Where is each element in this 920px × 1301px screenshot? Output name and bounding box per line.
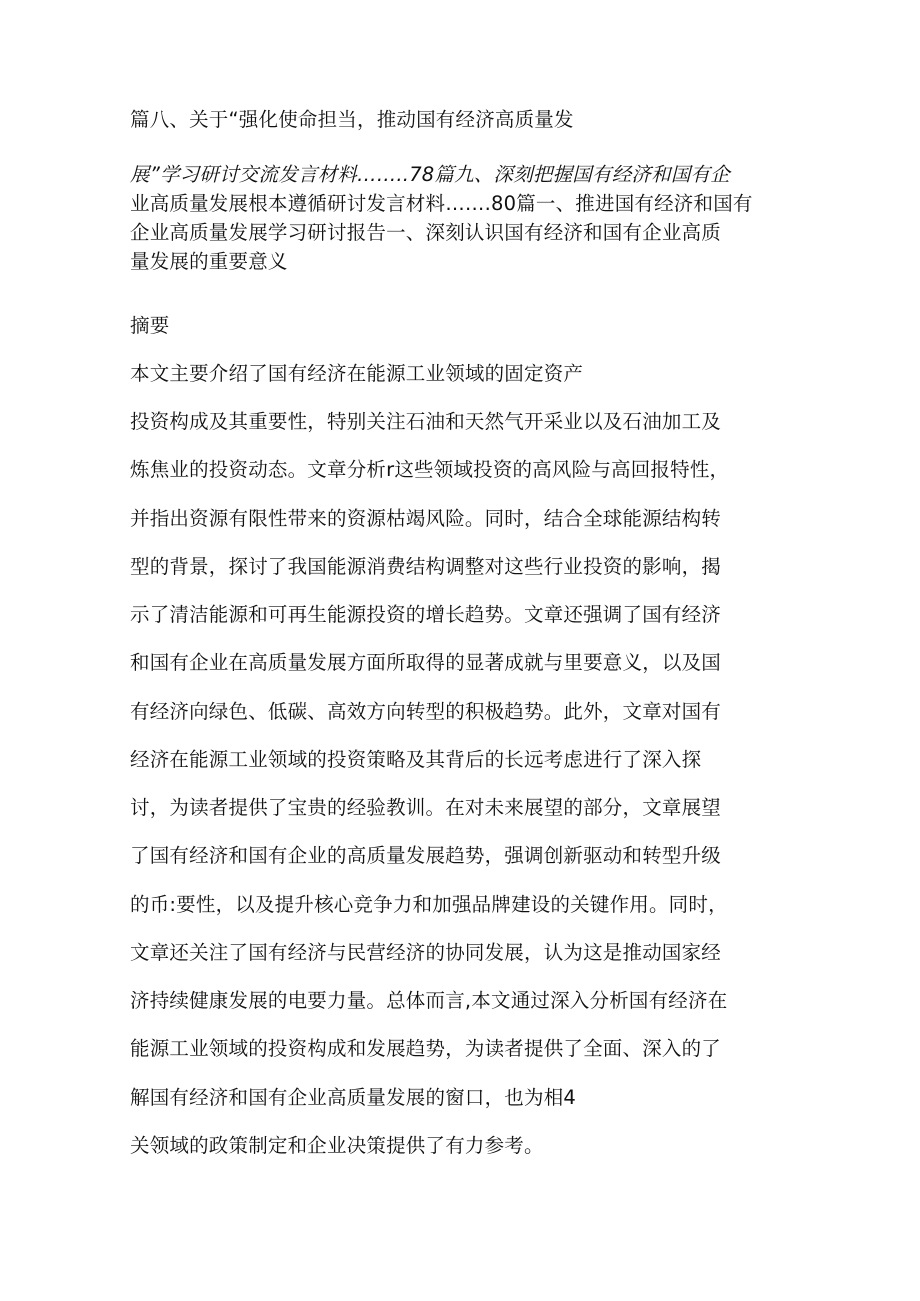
abstract-line: 投资构成及其重要性，特别关注石油和天然气开采业以及石油加工及 — [130, 410, 722, 433]
abstract-line: 并指出资源有限性带来的资源枯竭风险。同时，结合全球能源结构转 — [130, 507, 722, 530]
abstract-line: 和国有企业在高质量发展方面所取得的显著成就与里要意义，以及国 — [130, 651, 722, 674]
abstract-line: 经济在能源工业领域的投资策略及其背后的长远考虑进行了深入探 — [130, 748, 702, 771]
toc-line: 企业高质量发展学习研讨报告一、深刻认识国有经济和国有企业高质 — [130, 221, 722, 244]
abstract-line: 讨，为读者提供了宝贵的经验教训。在对未来展望的部分，文章展望 — [130, 796, 722, 819]
abstract-line: 解国有经济和国有企业高质量发展的窗口，也为相4 — [130, 1086, 577, 1109]
abstract-line: 炼焦业的投资动态。文章分析r这些领域投资的高风险与高回报特性， — [130, 458, 730, 481]
abstract-line: 型的背景，探讨了我国能源消费结构调整对这些行业投资的影响，揭 — [130, 555, 722, 578]
toc-line: 量发展的重要意义 — [130, 250, 288, 273]
abstract-line: 了国有经济和国有企业的高质量发展趋势，强调创新驱动和转型升级 — [130, 844, 722, 867]
toc-line: 业高质量发展根本遵循研讨发言材料…….80篇一、推进国有经济和国有 — [130, 192, 753, 215]
toc-line — [130, 160, 760, 189]
toc-line-text: 展”学习研讨交流发言材料……..78篇九、深刻把握国有经济和国有企 — [130, 163, 730, 186]
abstract-line: 有经济向绿色、低碳、高效方向转型的积极趋势。此外，文章对国有 — [130, 700, 722, 723]
abstract-line: 文章还关注了国有经济与民营经济的协同发展，认为这是推动国家经 — [130, 941, 722, 964]
abstract-line: 示了清洁能源和可再生能源投资的增长趋势。文章还强调了国有经济 — [130, 603, 722, 626]
heading-line: 篇八、关于“强化使命担当，推动国有经济高质量发 — [130, 108, 574, 131]
abstract-line: 关领域的政策制定和企业决策提供了有力参考。 — [130, 1134, 544, 1157]
abstract-line: 本文主要介绍了国有经济在能源工业领域的固定资产 — [130, 362, 584, 385]
abstract-line: 的币:要性，以及提升核心竞争力和加强品牌建设的关键作用。同时， — [130, 893, 728, 916]
abstract-line: 济持续健康发展的电要力量。总体而言,本文通过深入分析国有经济在 — [130, 989, 728, 1012]
abstract-line: 能源工业领域的投资构成和发展趋势，为读者提供了全面、深入的了 — [130, 1037, 722, 1060]
abstract-title: 摘要 — [130, 314, 170, 337]
toc-paragraph — [130, 160, 760, 276]
